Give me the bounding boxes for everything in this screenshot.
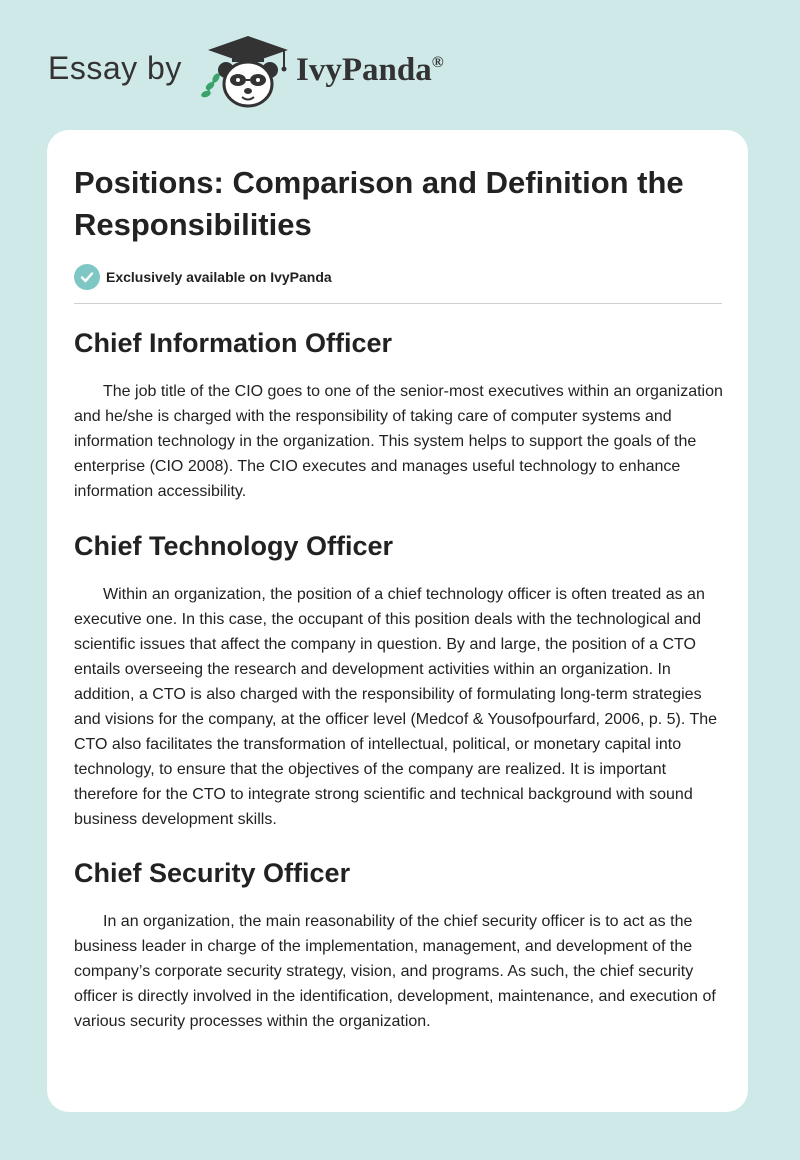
section-heading: Chief Security Officer xyxy=(74,858,351,888)
exclusive-label: Exclusively available on IvyPanda xyxy=(106,269,332,285)
brand-prefix: Essay by xyxy=(48,50,182,86)
section-cio xyxy=(74,326,724,504)
section-cso xyxy=(74,856,724,1034)
check-icon xyxy=(74,264,100,290)
registered-mark: ® xyxy=(431,54,444,71)
page-title: Positions: Comparison and Definition the Responsibilities xyxy=(74,165,684,242)
brand-name xyxy=(296,52,444,89)
section-heading: Chief Technology Officer xyxy=(74,531,394,561)
section-body: Within an organization, the position of a chief technology officer is often treated as an executive one. In this case, the occupant of this position deals with the technological and scientific issues that affect the company in question. By and large, the position of a CTO entails overseeing the research and development activities within an organization. In addition, a CTO is also charged with the responsibility of formulating long-term strategies and visions for the company, at the officer level (Medcof & Yousofpourfard, 2006, p. 5). The CTO also facilitates the transformation of intellectual, political, or monetary capital into technology, to ensure that the objectives of the company are realized. It is important therefore for the CTO to integrate strong scientific and technical background with sound business development skills. xyxy=(74,586,718,828)
exclusive-badge xyxy=(74,264,332,290)
site-header xyxy=(0,0,800,130)
divider xyxy=(74,303,722,304)
section-heading: Chief Information Officer xyxy=(74,328,393,358)
article-card xyxy=(47,130,748,1112)
panda-graduate-icon xyxy=(200,34,296,110)
brand-name-text: IvyPanda xyxy=(296,52,432,88)
section-cto xyxy=(74,529,724,832)
section-body: In an organization, the main reasonability of the chief security officer is to act as the business leader in charge of the implementation, management, and development of the company’s corporate security strategy, vision, and programs. As such, the chief security officer is directly involved in the identification, development, maintenance, and execution of various security processes within the organization. xyxy=(74,913,716,1030)
section-body: The job title of the CIO goes to one of the senior-most executives within an organization and he/she is charged with the responsibility of taking care of computer systems and information technology in the organization. This system helps to support the goals of the enterprise (CIO 2008). The CIO executes and manages useful technology to enhance information accessibility. xyxy=(74,383,723,500)
